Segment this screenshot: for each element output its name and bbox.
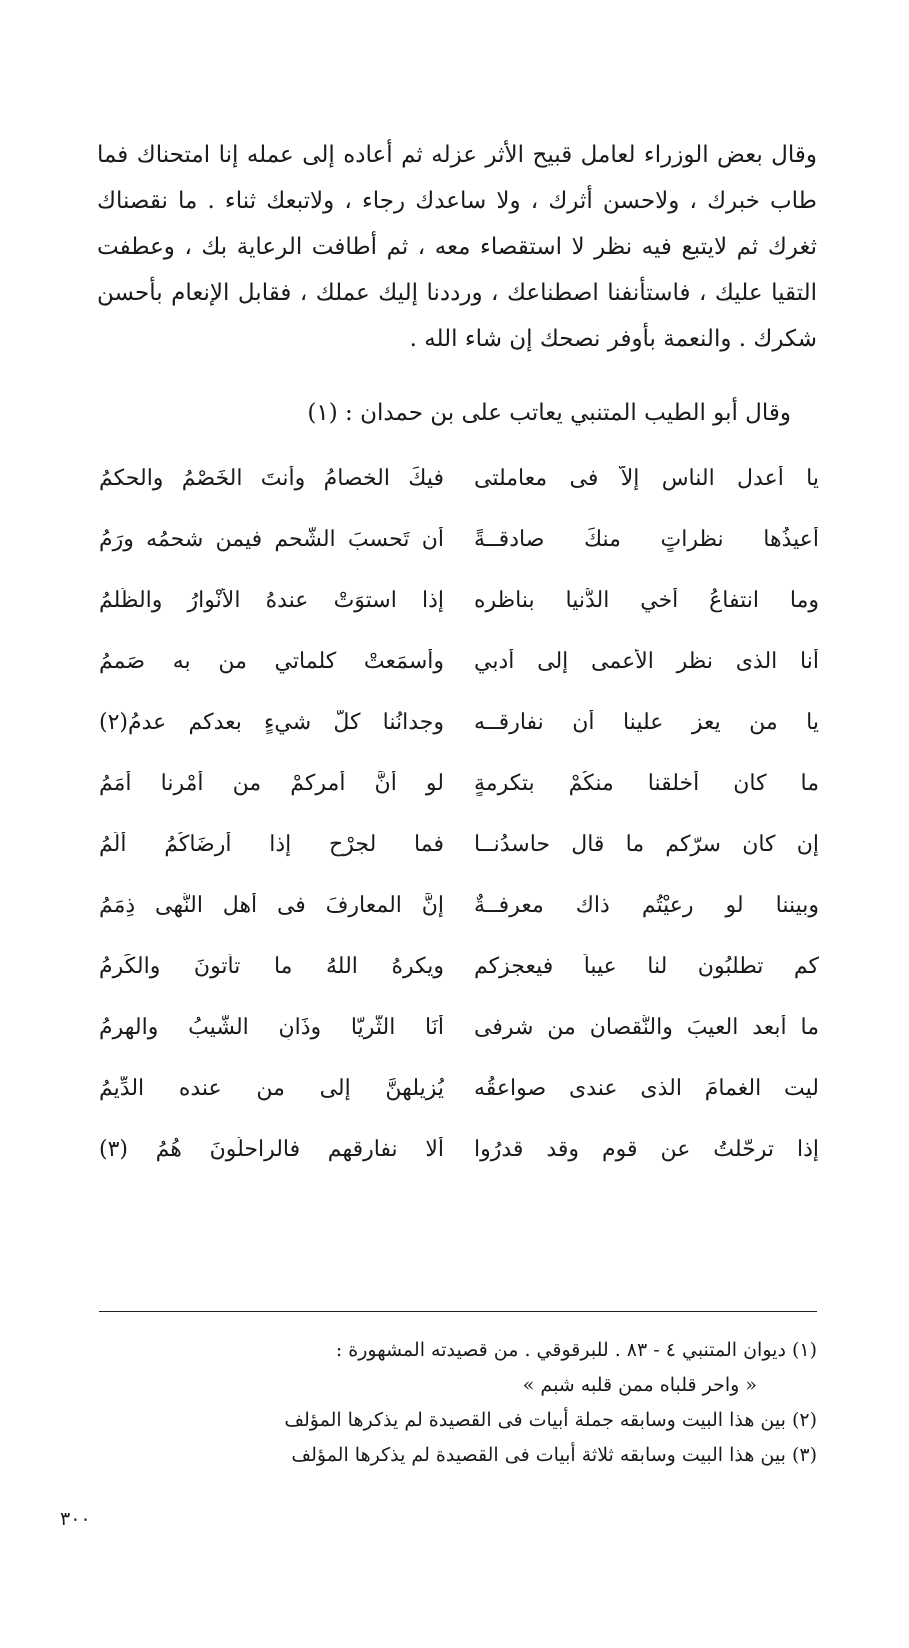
verse-second-hemistich: أنَا الثُّريّا وذَانِ الشّيبُ والهرمُ	[99, 1015, 444, 1040]
verse-second-hemistich: لو أنَّ أمركمْ من أمْرنا أَمَمُ	[99, 771, 444, 796]
verse-line	[99, 1058, 819, 1119]
verse-line	[99, 631, 819, 692]
verse-first-hemistich: ليت الغمامَ الذى عندى صواعقُه	[474, 1076, 819, 1101]
verse-second-hemistich: فيكَ الخصامُ وأنتَ الخَصْمُ والحكمُ	[99, 466, 444, 491]
verse-line	[99, 692, 819, 753]
verse-line	[99, 997, 819, 1058]
verse-first-hemistich: وما انتفاعُ أخي الدُّنيا بناظرِه	[474, 588, 819, 613]
verse-second-hemistich: إذا استوَتْ عندهُ الأنْوارُ والظُلمُ	[99, 588, 444, 613]
footnote-1: (١) ديوان المتنبي ٤ - ٨٣ . للبرقوقي . من قصيدته المشهورة :	[335, 1339, 817, 1361]
verse-line	[99, 936, 819, 997]
prose-paragraph	[97, 132, 817, 362]
verse-first-hemistich: ما أبعد العيبَ والنُّقصان من شرفى	[474, 1015, 819, 1040]
poem-intro: وقال أبو الطيب المتنبي يعاتب على بن حمدان : (١)	[307, 400, 791, 426]
footnotes	[99, 1333, 817, 1473]
verse-second-hemistich: فما لجرْحٍ إذا أرضَاكُمُ ألَمُ	[99, 832, 444, 857]
verse-line	[99, 875, 819, 936]
footnote-3: (٣) بين هذا البيت وسابقه ثلاثة أبيات فى القصيدة لم يذكرها المؤلف	[291, 1444, 817, 1466]
verse-second-hemistich: ألا نفارقهم فالراحلُونَ هُمُ (٣)	[99, 1137, 444, 1162]
poem-verses	[99, 448, 819, 1180]
footnote-2: (٢) بين هذا البيت وسابقه جملة أبيات فى القصيدة لم يذكرها المؤلف	[284, 1409, 817, 1431]
verse-first-hemistich: أنا الذى نظر الأعمى إلى أدبي	[474, 649, 819, 674]
verse-first-hemistich: أعيذُها نظراتٍ منكَ صادقــةً	[474, 527, 819, 552]
verse-first-hemistich: يا أعدل الناس إلاّ فى معاملتى	[474, 466, 819, 491]
verse-line	[99, 570, 819, 631]
verse-second-hemistich: ويكرهُ اللهُ ما تأْتونَ والكَرمُ	[99, 954, 444, 979]
verse-first-hemistich: يا من يعز علينا أن نفارقــه	[474, 710, 819, 735]
verse-first-hemistich: إذا ترحّلتُ عن قوم وقد قدرُوا	[474, 1137, 819, 1162]
verse-line	[99, 509, 819, 570]
verse-second-hemistich: وأسمَعتْ كلماتي من به صَممُ	[99, 649, 444, 674]
verse-line	[99, 448, 819, 509]
verse-second-hemistich: أن تَحسبَ الشَّحم فيمن شحمُه ورَمُ	[99, 527, 444, 552]
verse-line	[99, 814, 819, 875]
verse-first-hemistich: كم تطلبُون لنا عيباً فيعجزكم	[474, 954, 819, 979]
verse-second-hemistich: وجدانُنا كلّ شيءٍ بعدكم عدمُ(٢)	[99, 710, 444, 735]
verse-first-hemistich: ما كان أخلقنا منكُمْ بتكرمةٍ	[474, 771, 819, 796]
page-number: ٣٠٠	[60, 1508, 91, 1530]
footnote-1-quote: « واحر قلباه ممن قلبه شبم »	[522, 1374, 757, 1396]
footnote-divider	[99, 1311, 817, 1312]
verse-first-hemistich: وبيننا لو رعيْتُم ذاك معرفــةٌ	[474, 893, 819, 918]
prose-text: وقال بعض الوزراء لعامل قبيح الأثر عزله ثم أعاده إلى عمله إنا امتحناك فما طاب خبرك ، ولاحسن أثرك ، ولا ساعدك رجاء ، ولاتبعك ثناء . ما نقصناك ثغرك ثم لايتبع فيه نظر لا استقصاء معه ، ثم أطافت الرعاية بك ، وعطفت التقيا عليك ، فاستأنفنا اصطناعك ، ورددنا إليك عملك ، فقابل الإنعام بأحسن شكرك . والنعمة بأوفر نصحك إن شاء الله .	[97, 142, 817, 352]
verse-first-hemistich: إن كان سرّكم ما قال حاسدُنــا	[474, 832, 819, 857]
verse-second-hemistich: إنَّ المعارفَ فى أهل النُّهى ذِمَمُ	[99, 893, 444, 918]
verse-second-hemistich: يُزيلهنَّ إلى من عنده الدِّيمُ	[99, 1076, 444, 1101]
verse-line	[99, 1119, 819, 1180]
verse-line	[99, 753, 819, 814]
